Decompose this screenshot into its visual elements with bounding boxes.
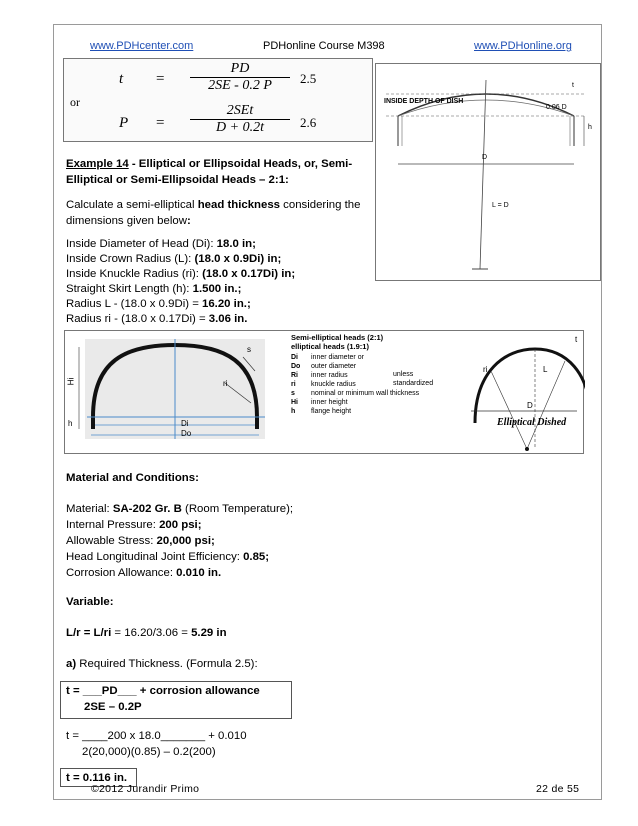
param-radius-ri: Radius ri - (18.0 x 0.17Di) = 3.06 in. (66, 313, 248, 325)
cond-efficiency: Head Longitudinal Joint Efficiency: 0.85; (66, 551, 270, 563)
formula2-denominator: D + 0.2t (216, 120, 264, 135)
dish-t-label: t (572, 82, 574, 89)
legend-row: Hi inner height (291, 399, 348, 406)
footer-page-number: 22 de 55 (536, 783, 580, 795)
variable-heading: Variable: (66, 596, 114, 608)
head-s-label: s (247, 345, 251, 354)
head-di-label: Di (181, 419, 189, 428)
dish-drawing (376, 64, 602, 282)
dish-h-label: h (588, 124, 592, 131)
head-legend-title: Semi-elliptical heads (2:1) elliptical heads (1.9:1) (291, 333, 384, 351)
formula1-number: 2.5 (300, 71, 317, 86)
formula1-lhs: t (119, 71, 124, 87)
thickness-formula-line1: t = ___PD___ + corrosion allowance (66, 685, 260, 697)
param-ri: Inside Knuckle Radius (ri): (18.0 x 0.17Di) in; (66, 268, 296, 280)
formula2-equals: = (156, 115, 165, 131)
formula2-numerator: 2SEt (190, 103, 290, 120)
thickness-heading: a) Required Thickness. (Formula 2.5): (66, 658, 258, 670)
formula-or: or (70, 95, 80, 109)
legend-unless: unless (393, 371, 414, 378)
formula1-numerator: PD (190, 61, 290, 78)
right-t-label: t (575, 335, 578, 344)
legend-row: Ri inner radius (291, 372, 348, 379)
calc-intro-line1: Calculate a semi-elliptical head thickness considering the (66, 199, 361, 211)
param-l: Inside Crown Radius (L): (18.0 x 0.9Di) in; (66, 253, 282, 265)
param-h: Straight Skirt Length (h): 1.500 in.; (66, 283, 242, 295)
right-ri-label: ri (483, 365, 488, 374)
dish-title: INSIDE DEPTH OF DISH (384, 98, 464, 105)
calc-intro-line2: dimensions given below: (66, 215, 191, 227)
head-h-label: h (68, 419, 73, 428)
cond-corrosion: Corrosion Allowance: 0.010 in. (66, 567, 222, 579)
header-right-link[interactable] (474, 40, 572, 52)
dish-radius-label: 0.06 D (546, 104, 567, 111)
legend-row: h flange height (291, 408, 352, 415)
formula2-number: 2.6 (300, 115, 317, 130)
head-ri-label: ri (223, 379, 228, 388)
legend-row: Do outer diameter (291, 363, 357, 370)
dish-diagram (375, 63, 601, 281)
header-course-title: PDHonline Course M398 (263, 40, 385, 52)
example-label: Example 14 (66, 158, 129, 170)
legend-row: s nominal or minimum wall thickness (291, 390, 420, 397)
right-d-label: D (527, 401, 533, 410)
legend-standardized: standardized (393, 380, 434, 387)
cond-material: Material: SA-202 Gr. B (Room Temperature); (66, 503, 294, 515)
variable-lr: L/r = L/ri = 16.20/3.06 = 5.29 in (66, 627, 227, 639)
pdhonline-link[interactable]: www.PDHonline.org (474, 40, 572, 52)
dish-l-label: L = D (492, 202, 509, 209)
cond-pressure: Internal Pressure: 200 psi; (66, 519, 202, 531)
formula2-lhs: P (119, 115, 129, 131)
legend-row: ri knuckle radius (291, 381, 356, 388)
cond-stress: Allowable Stress: 20,000 psi; (66, 535, 215, 547)
formula-box (63, 58, 373, 142)
dish-d-label: D (482, 154, 488, 161)
conditions-heading: Material and Conditions: (66, 472, 199, 484)
header-left-link[interactable] (90, 40, 193, 52)
example-title-line2: Elliptical or Semi-Ellipsoidal Heads – 2:1: (66, 174, 289, 186)
head-diagram (64, 330, 584, 454)
thickness-calc-line1: t = ____200 x 18.0_______ + 0.010 (66, 730, 247, 742)
formula2-fraction (190, 103, 290, 136)
head-hi-label: Hi (66, 377, 76, 386)
right-l-label: L (543, 365, 548, 374)
formula1-fraction (190, 61, 290, 94)
legend-row: Di inner diameter or (291, 354, 364, 361)
pdhcenter-link[interactable]: www.PDHcenter.com (90, 40, 194, 52)
head-do-label: Do (181, 429, 192, 438)
thickness-calc-line2: 2(20,000)(0.85) – 0.2(200) (82, 746, 216, 758)
example-title-line1: Example 14 - Elliptical or Ellipsoidal Heads, or, Semi- (66, 158, 353, 170)
thickness-result: t = 0.116 in. (66, 772, 128, 784)
param-di: Inside Diameter of Head (Di): 18.0 in; (66, 238, 256, 250)
thickness-formula-line2: 2SE – 0.2P (84, 701, 142, 713)
formula1-denominator: 2SE - 0.2 P (208, 78, 272, 93)
right-caption: Elliptical Dished (497, 417, 567, 428)
formula1-equals: = (156, 71, 165, 87)
param-radius-l: Radius L - (18.0 x 0.9Di) = 16.20 in.; (66, 298, 251, 310)
footer-copyright: ©2012 Jurandir Primo (91, 783, 200, 795)
